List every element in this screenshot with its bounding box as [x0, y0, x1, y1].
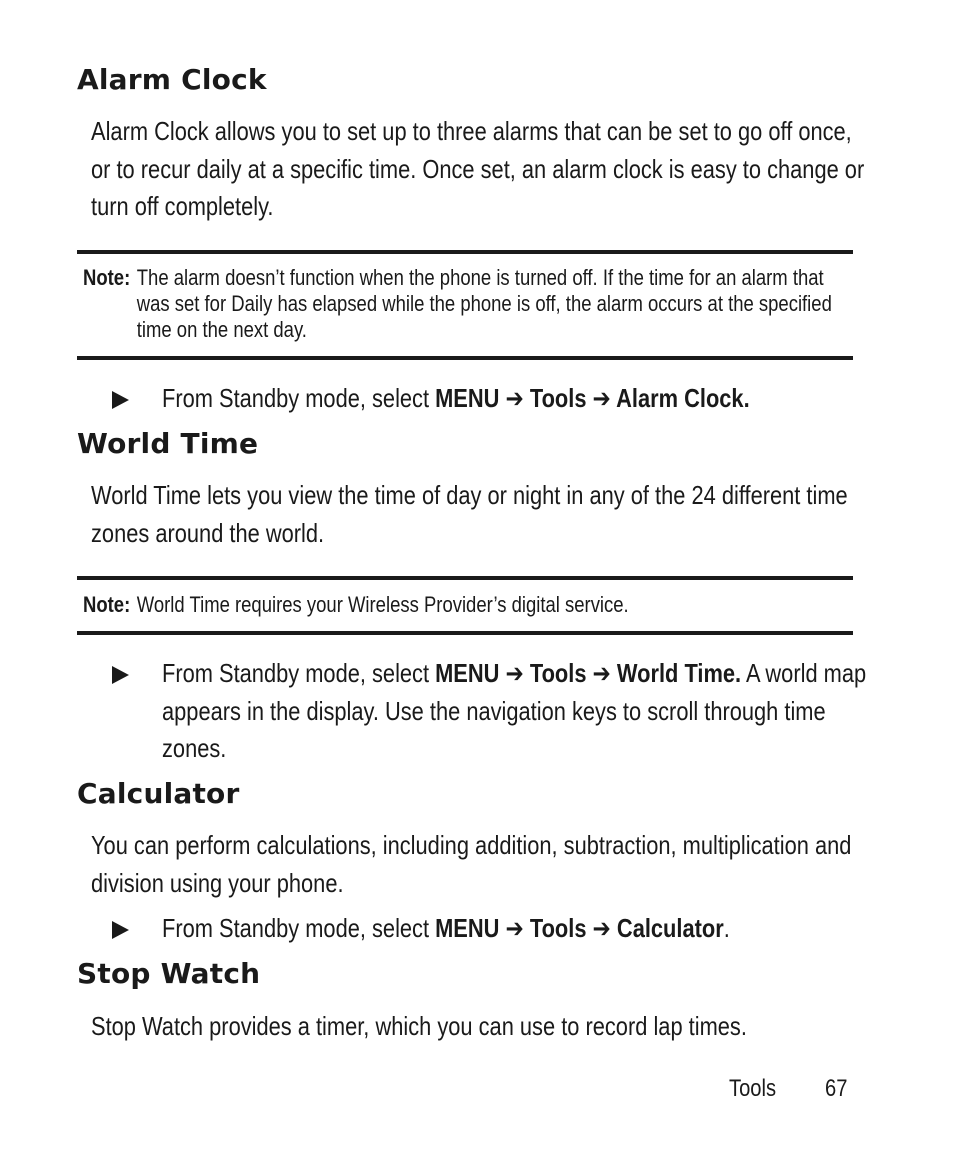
world-time-description — [91, 477, 872, 552]
alarm-clock-description — [91, 113, 872, 226]
heading-calculator: Calculator — [77, 777, 240, 810]
alarm-note — [83, 265, 847, 343]
triangle-bullet-icon — [112, 391, 129, 409]
stop-watch-description — [91, 1008, 872, 1046]
world-time-description-text: World Time lets you view the time of day or night in any of the 24 different time zones around the world. — [91, 480, 848, 548]
stop-watch-description-text: Stop Watch provides a timer, which you can use to record lap times. — [91, 1011, 747, 1041]
step-menu: MENU — [435, 383, 500, 413]
note-bottom-rule — [77, 631, 853, 635]
step-arrow-icon: ➔ — [586, 658, 617, 688]
heading-world-time: World Time — [77, 427, 259, 460]
step-target: Alarm Clock. — [616, 383, 750, 413]
calculator-description-text: You can perform calculations, including addition, subtraction, multiplication and division using your phone. — [91, 830, 852, 898]
note-bottom-rule — [77, 356, 853, 360]
step-prefix: From Standby mode, select — [162, 913, 436, 943]
step-prefix: From Standby mode, select — [162, 383, 436, 413]
step-arrow-icon: ➔ — [586, 383, 617, 413]
note-text: World Time requires your Wireless Provider’s digital service. — [136, 592, 629, 617]
heading-stop-watch: Stop Watch — [77, 957, 261, 990]
step-text — [162, 910, 884, 948]
step-tools: Tools — [529, 383, 587, 413]
footer-section-name: Tools — [729, 1075, 777, 1102]
note-text: The alarm doesn’t function when the phone is turned off. If the time for an alarm that was set for Daily has elapsed while the phone is off, the alarm occurs at the specified time on the next day. — [136, 265, 832, 342]
step-arrow-icon: ➔ — [499, 658, 530, 688]
step-suffix: . — [723, 913, 730, 943]
step-text — [162, 380, 884, 418]
note-label: Note: — [83, 592, 131, 617]
step-arrow-icon: ➔ — [499, 913, 530, 943]
step-arrow-icon: ➔ — [586, 913, 617, 943]
triangle-bullet-icon — [112, 666, 129, 684]
step-tools: Tools — [529, 658, 587, 688]
step-menu: MENU — [435, 658, 500, 688]
note-top-rule — [77, 250, 853, 254]
step-tools: Tools — [529, 913, 587, 943]
world-note — [83, 592, 847, 618]
step-arrow-icon: ➔ — [499, 383, 530, 413]
heading-alarm-clock: Alarm Clock — [77, 63, 267, 96]
step-text — [162, 655, 884, 768]
step-prefix: From Standby mode, select — [162, 658, 436, 688]
step-menu: MENU — [435, 913, 500, 943]
alarm-clock-description-text: Alarm Clock allows you to set up to three alarms that can be set to go off once, or to recur daily at a specific time. Once set, an alarm clock is easy to change or turn off completely. — [91, 116, 865, 221]
step-target: Calculator — [616, 913, 724, 943]
step-suffix: A world map appears in the display. Use the navigation keys to scroll through time zones. — [162, 658, 867, 763]
note-label: Note: — [83, 265, 131, 290]
footer-page-number: 67 — [825, 1075, 848, 1102]
triangle-bullet-icon — [112, 921, 129, 939]
step-target: World Time. — [616, 658, 742, 688]
calculator-description — [91, 827, 872, 902]
note-top-rule — [77, 576, 853, 580]
